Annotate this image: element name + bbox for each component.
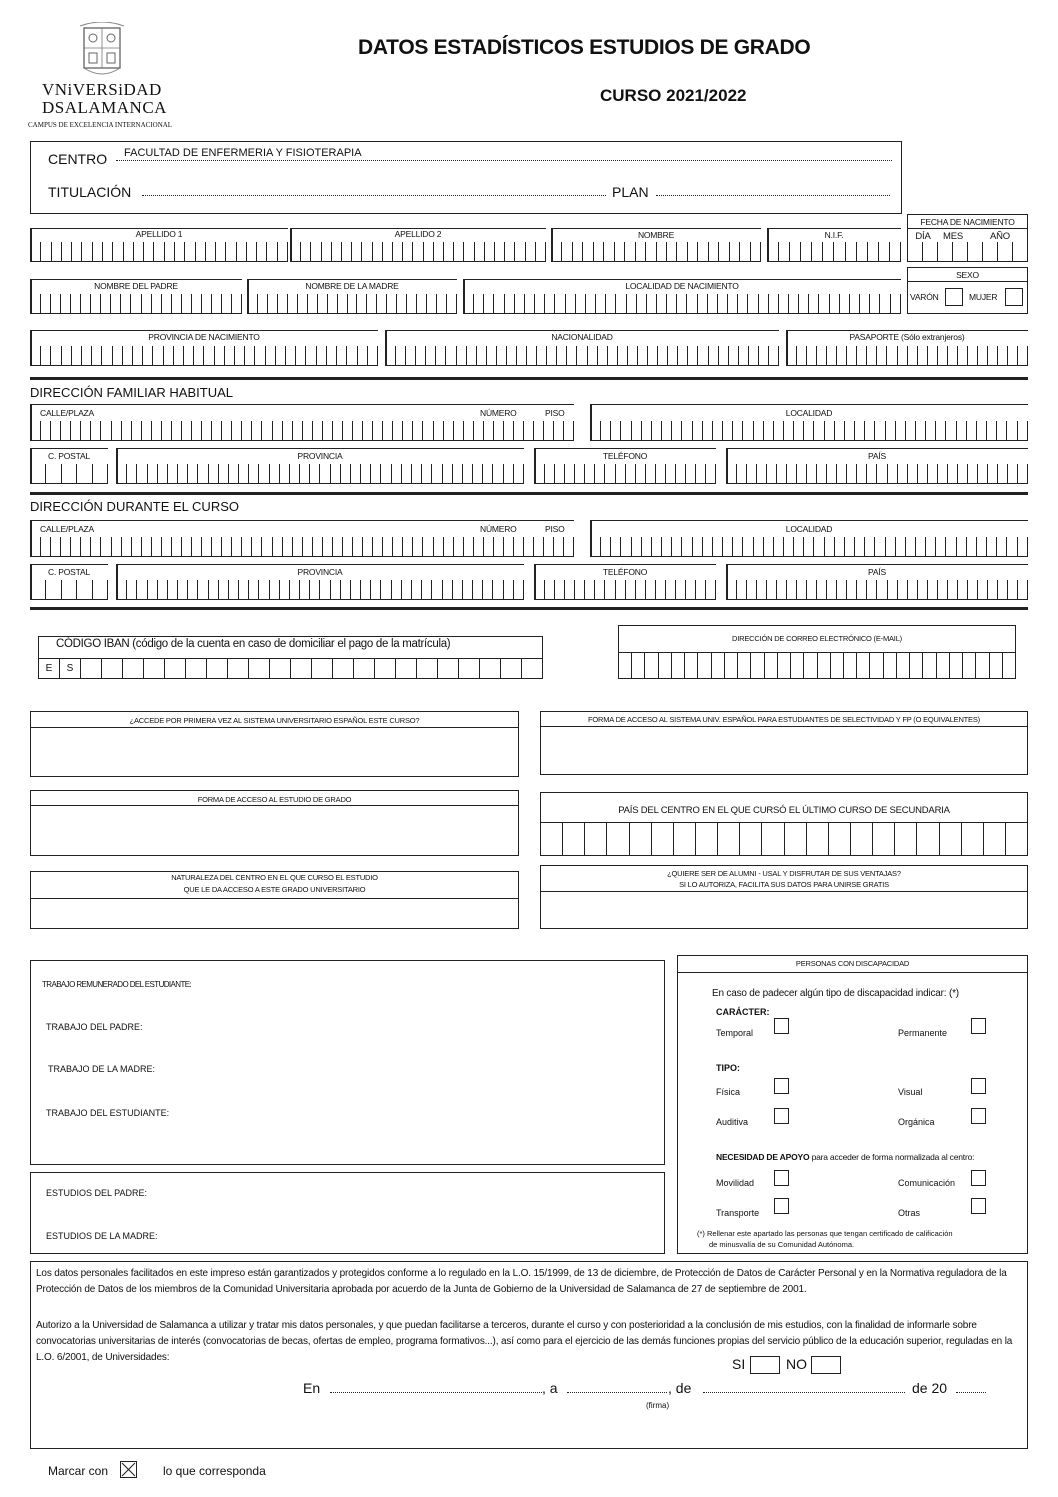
fecha-field[interactable] (907, 242, 1028, 262)
naturaleza-label-2: QUE LE DA ACCESO A ESTE GRADO UNIVERSITARIO (183, 885, 366, 894)
si-checkbox[interactable] (750, 1356, 780, 1374)
nif-label: N.I.F. (824, 230, 844, 240)
transporte-checkbox[interactable] (774, 1198, 789, 1214)
organica-label: Orgánica (898, 1117, 935, 1127)
anio-field[interactable] (956, 1392, 986, 1393)
iban-s: S (60, 659, 81, 679)
dir-familiar-provincia-cells (116, 464, 524, 484)
legal-paragraph-2: Autorizo a la Universidad de Salamanca a utilizar y tratar mis datos personales, y que puedan facilitarse a terceros, durante el curso y con posterioridad a la conclusión de mis estudios, con la finalidad de informarle sobre convocatorias universitarias de interés (convocatorias de becas, ofertas de empleo, programa formativos...), así como para el ejercicio de las demás funciones propias del servicio público de la educación superior, reguladas en la L.O. 6/2001, de Universidades: (36, 1320, 1013, 1363)
si-label: SI (732, 1356, 746, 1372)
caracter-label: CARÁCTER: (716, 1007, 770, 1017)
comunicacion-checkbox[interactable] (971, 1170, 986, 1186)
provincia-nacimiento-label: PROVINCIA DE NACIMIENTO (148, 332, 260, 342)
separator-1 (30, 377, 1028, 380)
movilidad-label: Movilidad (716, 1178, 755, 1188)
dir-familiar-telefono-cells (534, 464, 716, 484)
en-label: En (303, 1380, 321, 1396)
trabajo-estudiante-label[interactable]: TRABAJO DEL ESTUDIANTE: (46, 1108, 170, 1118)
necesidad-bold: NECESIDAD DE APOYO (716, 1152, 810, 1162)
transporte-label: Transporte (716, 1208, 760, 1218)
naturaleza-divider (30, 898, 519, 899)
dir-familiar-calle-label: CALLE/PLAZA (40, 408, 95, 418)
nombre-padre-cells (30, 294, 242, 314)
dir-curso-piso-label: PISO (545, 524, 565, 534)
trabajo-madre-label[interactable]: TRABAJO DE LA MADRE: (48, 1064, 156, 1074)
nombre-padre-label: NOMBRE DEL PADRE (94, 281, 178, 291)
localidad-nacimiento-cells (463, 294, 901, 314)
dir-curso-cpostal-cells (30, 580, 108, 600)
forma-acceso-sistema-label: FORMA DE ACCESO AL SISTEMA UNIV. ESPAÑOL PARA ESTUDIANTES DE SELECTIVIDAD Y FP (O EQUIVALENTES) (588, 715, 980, 724)
nacionalidad-label: NACIONALIDAD (551, 332, 613, 342)
pais-centro-label: PAÍS DEL CENTRO EN EL QUE CURSÓ EL ÚLTIMO CURSO DE SECUNDARIA (618, 805, 950, 816)
provincia-nacimiento-cells (30, 346, 378, 366)
visual-label: Visual (898, 1087, 923, 1097)
nacionalidad-cells (385, 346, 779, 366)
trabajo-remunerado-label[interactable]: TRABAJO REMUNERADO DEL ESTUDIANTE: (42, 980, 192, 989)
tipo-label: TIPO: (716, 1063, 740, 1073)
nif-cells (767, 242, 901, 262)
dia-field[interactable] (567, 1392, 667, 1393)
estudios-madre-label[interactable]: ESTUDIOS DE LA MADRE: (46, 1231, 158, 1241)
anio-label: AÑO (990, 231, 1010, 242)
centro-label: CENTRO (48, 151, 108, 167)
localidad-nacimiento-label: LOCALIDAD DE NACIMIENTO (625, 281, 739, 291)
permanente-label: Permanente (898, 1028, 948, 1038)
apellido1-cells (30, 242, 288, 262)
varon-checkbox[interactable] (945, 288, 963, 306)
movilidad-checkbox[interactable] (774, 1170, 789, 1186)
comunicacion-label: Comunicación (898, 1178, 956, 1188)
discapacidad-title: PERSONAS CON DISCAPACIDAD (795, 959, 910, 968)
de20-label: de 20 (912, 1380, 948, 1396)
iban-e: E (39, 659, 60, 679)
centro-field[interactable] (116, 160, 892, 161)
mujer-checkbox[interactable] (1005, 288, 1023, 306)
dir-curso-pais-cells (726, 580, 1028, 600)
plan-label: PLAN (612, 184, 649, 200)
nombre-cells (551, 242, 761, 262)
logo-line3: CAMPUS DE EXCELENCIA INTERNACIONAL (28, 121, 173, 129)
mujer-label: MUJER (969, 292, 998, 302)
trabajo-padre-label[interactable]: TRABAJO DEL PADRE: (46, 1022, 143, 1032)
naturaleza-label-1: NATURALEZA DEL CENTRO EN EL QUE CURSO EL ESTUDIO (171, 873, 378, 882)
separator-2 (30, 492, 1028, 495)
email-field[interactable] (618, 652, 1016, 679)
centro-value: FACULTAD DE ENFERMERIA Y FISIOTERAPIA (124, 147, 362, 159)
nombre-madre-label: NOMBRE DE LA MADRE (305, 281, 399, 291)
temporal-label: Temporal (716, 1028, 754, 1038)
page-title: DATOS ESTADÍSTICOS ESTUDIOS DE GRADO (358, 36, 811, 59)
discapacidad-divider (677, 972, 1028, 973)
alumni-label-1: ¿QUIERE SER DE ALUMNI - USAL Y DISFRUTAR DE SUS VENTAJAS? (667, 869, 901, 878)
dir-curso-numero-label: NÚMERO (480, 524, 517, 534)
forma-acceso-grado-label: FORMA DE ACCESO AL ESTUDIO DE GRADO (197, 795, 352, 804)
discapacidad-note-2: de minusvalía de su Comunidad Autónoma. (709, 1240, 855, 1249)
dir-curso-localidad-cells (590, 537, 1028, 557)
fecha-label: FECHA DE NACIMIENTO (920, 217, 1015, 227)
dir-familiar-numero-label: NÚMERO (480, 408, 517, 418)
dir-familiar-calle-cells (30, 421, 574, 441)
estudios-padre-label[interactable]: ESTUDIOS DEL PADRE: (46, 1188, 148, 1198)
dir-familiar-piso-label: PISO (545, 408, 565, 418)
lugar-field[interactable] (330, 1392, 542, 1393)
dir-curso-pais-label: PAÍS (868, 567, 886, 577)
permanente-checkbox[interactable] (971, 1018, 986, 1034)
sexo-divider (907, 281, 1028, 282)
dir-familiar-cpostal-label: C. POSTAL (48, 451, 90, 461)
dir-curso-provincia-cells (116, 580, 524, 600)
auditiva-label: Auditiva (716, 1117, 749, 1127)
alumni-label-2: SI LO AUTORIZA, FACILITA SUS DATOS PARA UNIRSE GRATIS (679, 880, 889, 889)
necesidad-rest: para acceder de forma normalizada al centro: (811, 1152, 975, 1162)
dir-familiar-telefono-label: TELÉFONO (602, 451, 648, 461)
marcar-label: Marcar con (48, 1464, 109, 1478)
primera-vez-label: ¿ACCEDE POR PRIMERA VEZ AL SISTEMA UNIVERSITARIO ESPAÑOL ESTE CURSO? (129, 716, 420, 725)
forma-acceso-grado-divider (30, 805, 519, 806)
nombre-label: NOMBRE (637, 230, 675, 240)
dir-curso-provincia-label: PROVINCIA (297, 567, 343, 577)
email-label: DIRECCIÓN DE CORREO ELECTRÓNICO (E-MAIL) (732, 634, 902, 643)
dir-curso-calle-cells (30, 537, 574, 557)
dir-curso-telefono-label: TELÉFONO (602, 567, 648, 577)
firma-label: (firma) (646, 1401, 670, 1410)
a-label: , a (542, 1380, 558, 1396)
temporal-checkbox[interactable] (774, 1018, 789, 1034)
iban-field[interactable] (38, 658, 543, 679)
fecha-divider (907, 228, 1028, 229)
apellido2-label: APELLIDO 2 (394, 229, 442, 239)
estudios-box (30, 1172, 665, 1254)
fisica-checkbox[interactable] (774, 1078, 789, 1094)
cross-checkbox-icon (120, 1461, 137, 1478)
separator-3 (30, 607, 1028, 610)
iban-label: CÓDIGO IBAN (código de la cuenta en caso de domiciliar el pago de la matrícula) (56, 638, 451, 650)
mes-field[interactable] (703, 1392, 905, 1393)
nombre-madre-cells (247, 294, 457, 314)
otras-label: Otras (898, 1208, 921, 1218)
de-label: , de (668, 1380, 692, 1396)
otras-checkbox[interactable] (971, 1198, 986, 1214)
dir-familiar-title: DIRECCIÓN FAMILIAR HABITUAL (30, 385, 233, 400)
mes-label: MES (943, 231, 963, 242)
titulacion-label: TITULACIÓN (48, 184, 132, 200)
dir-curso-title: DIRECCIÓN DURANTE EL CURSO (30, 499, 239, 514)
no-label: NO (786, 1356, 807, 1372)
corresponda-label: lo que corresponda (163, 1464, 266, 1478)
alumni-divider (540, 891, 1028, 892)
organica-checkbox[interactable] (971, 1108, 986, 1124)
no-checkbox[interactable] (811, 1356, 841, 1374)
primera-vez-divider (30, 727, 519, 728)
fisica-label: Física (716, 1087, 741, 1097)
dir-curso-cpostal-label: C. POSTAL (48, 567, 90, 577)
discapacidad-note-1: (*) Rellenar este apartado las personas que tengan certificado de calificación (697, 1229, 953, 1238)
pasaporte-cells (786, 346, 1028, 366)
titulacion-field[interactable] (142, 195, 606, 196)
dir-familiar-localidad-cells (590, 421, 1028, 441)
apellido1-label: APELLIDO 1 (135, 229, 183, 239)
university-logo (28, 22, 178, 132)
dir-familiar-pais-label: PAÍS (868, 451, 886, 461)
auditiva-checkbox[interactable] (774, 1108, 789, 1124)
legal-paragraph-1: Los datos personales facilitados en este impreso están garantizados y protegidos conforme a lo regulado en la L.O. 15/1999, de 13 de diciembre, de Protección de Datos de Carácter Personal y en la Normativa reguladora de la Protección de Datos de los miembros de la Comunidad Universitaria aprobada por acuerdo de la Junta de Gobierno de la Universidad de Salamanca de 27 de septiembre de 2001. (36, 1268, 1007, 1295)
discapacidad-intro: En caso de padecer algún tipo de discapacidad indicar: (*) (712, 988, 959, 999)
apellido2-cells (290, 242, 546, 262)
crest-icon (72, 22, 132, 80)
dir-familiar-provincia-label: PROVINCIA (297, 451, 343, 461)
forma-acceso-sistema-divider (540, 726, 1028, 727)
logo-line2: DSALAMANCA (42, 98, 167, 117)
dir-familiar-pais-cells (726, 464, 1028, 484)
trabajo-box (30, 960, 665, 1165)
pais-centro-field[interactable] (540, 822, 1028, 856)
necesidad-label (716, 1152, 974, 1162)
dir-familiar-localidad-label: LOCALIDAD (785, 408, 833, 418)
dir-curso-localidad-label: LOCALIDAD (785, 524, 833, 534)
pasaporte-label: PASAPORTE (Sólo extranjeros) (849, 332, 965, 342)
visual-checkbox[interactable] (971, 1078, 986, 1094)
course-title: CURSO 2021/2022 (600, 86, 747, 105)
varon-label: VARÓN (910, 292, 939, 302)
dir-familiar-cpostal-cells (30, 464, 108, 484)
logo-line1: VNiVERSiDAD (42, 80, 162, 99)
plan-field[interactable] (656, 195, 890, 196)
dir-curso-calle-label: CALLE/PLAZA (40, 524, 95, 534)
sexo-label: SEXO (956, 270, 979, 280)
dia-label: DÍA (915, 231, 931, 242)
dir-curso-telefono-cells (534, 580, 716, 600)
